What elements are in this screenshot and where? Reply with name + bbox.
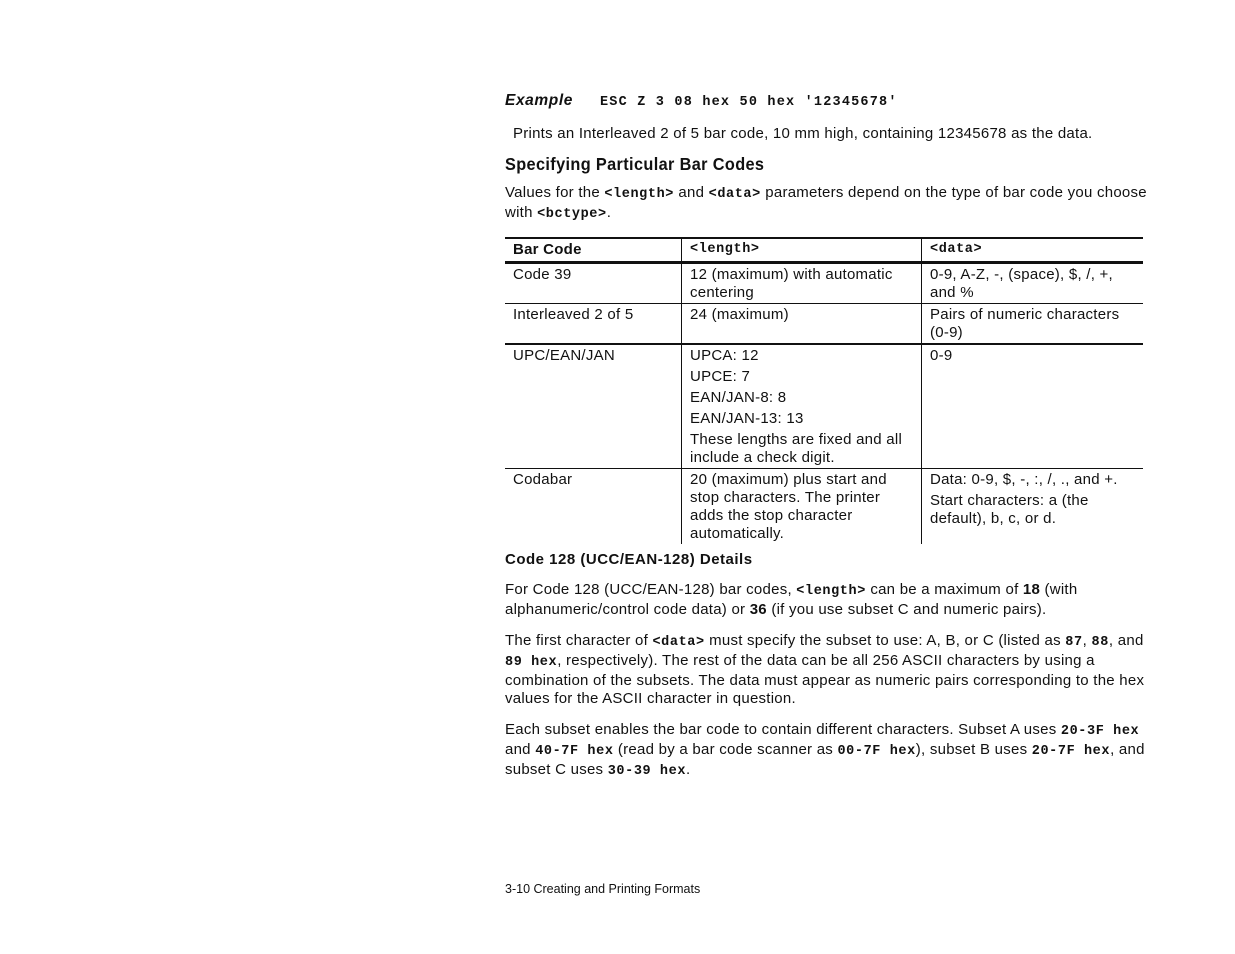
cell-line: 0-9 bbox=[930, 347, 953, 364]
para-text: must specify the subset to use: A, B, or C (listed as bbox=[704, 632, 1066, 649]
para-text: . bbox=[686, 761, 691, 778]
section-title: Specifying Particular Bar Codes bbox=[505, 154, 765, 174]
cell-bar-code: Interleaved 2 of 5 bbox=[513, 306, 634, 323]
hex-code: 87 bbox=[1065, 635, 1083, 650]
table-row bbox=[505, 469, 1143, 545]
paragraph-max-length bbox=[505, 581, 1153, 619]
cell-line: 20 (maximum) plus start and stop characters. The printer adds the stop character automatically. bbox=[690, 471, 887, 542]
hex-code: 20-7F hex bbox=[1031, 744, 1111, 759]
document-page bbox=[505, 92, 1153, 794]
intro-text: and bbox=[674, 184, 709, 201]
subsection-title: Code 128 (UCC/EAN-128) Details bbox=[505, 551, 753, 568]
cell-line: These lengths are fixed and all include a check digit. bbox=[690, 431, 903, 466]
intro-text: Values for the bbox=[505, 184, 605, 201]
cell-bar-code: Code 39 bbox=[513, 266, 572, 283]
cell-line: Pairs of numeric characters (0-9) bbox=[930, 306, 1120, 341]
cell-line: EAN/JAN-13: 13 bbox=[690, 410, 804, 427]
para-text: (read by a bar code scanner as bbox=[613, 741, 838, 758]
cell-line: EAN/JAN-8: 8 bbox=[690, 389, 787, 406]
hex-code: 40-7F hex bbox=[535, 744, 614, 759]
header-length: <length> bbox=[682, 238, 922, 263]
para-text: ), subset B uses bbox=[915, 741, 1032, 758]
cell-data bbox=[922, 263, 1144, 304]
cell-line: 0-9, A-Z, -, (space), $, /, +, and % bbox=[930, 266, 1113, 301]
page-footer: 3-10 Creating and Printing Formats bbox=[505, 882, 701, 896]
para-text: , and subset C uses bbox=[505, 741, 1145, 778]
cell-line: 24 (maximum) bbox=[690, 306, 789, 323]
cell-length bbox=[682, 263, 922, 304]
cell-bar-code: UPC/EAN/JAN bbox=[513, 347, 615, 364]
cell-length bbox=[682, 469, 922, 545]
intro-text: parameters depend on the type of bar code you choose with bbox=[505, 184, 1147, 221]
max-alnum-value: 18 bbox=[1022, 581, 1041, 598]
table-row bbox=[505, 344, 1143, 469]
hex-code: 00-7F hex bbox=[837, 744, 916, 759]
para-text: and bbox=[505, 741, 536, 758]
hex-code: 88 bbox=[1091, 635, 1109, 650]
example-label: Example bbox=[505, 92, 573, 109]
para-text: (with alphanumeric/control code data) or bbox=[505, 581, 1078, 618]
para-text: For Code 128 (UCC/EAN-128) bar codes, bbox=[505, 581, 797, 598]
para-text: (if you use subset C and numeric pairs). bbox=[766, 601, 1047, 618]
table-row bbox=[505, 263, 1143, 304]
cell-data bbox=[922, 344, 1144, 469]
cell-bar-code: Codabar bbox=[513, 471, 573, 488]
cell-line: Data: 0-9, $, -, :, /, ., and +. bbox=[930, 471, 1118, 488]
cell-length bbox=[682, 304, 922, 345]
table-header-row bbox=[505, 238, 1143, 263]
cell-line: Start characters: a (the default), b, c, or d. bbox=[930, 492, 1089, 527]
para-text: , respectively). The rest of the data can be all 256 ASCII characters by using a combination of the subsets. The data must appear as numeric pairs corresponding to the hex values for the ASCII character in question. bbox=[505, 652, 1145, 707]
paragraph-subset-ranges bbox=[505, 721, 1153, 781]
para-text: The first character of bbox=[505, 632, 653, 649]
hex-code: 89 hex bbox=[505, 655, 558, 670]
header-bar-code: Bar Code bbox=[513, 241, 582, 258]
table-row bbox=[505, 304, 1143, 345]
hex-code: 30-39 hex bbox=[607, 764, 687, 779]
length-param: <length> bbox=[796, 584, 866, 599]
cell-data bbox=[922, 469, 1144, 545]
cell-line: 12 (maximum) with automatic centering bbox=[690, 266, 893, 301]
barcode-table bbox=[505, 237, 1143, 544]
cell-line: UPCE: 7 bbox=[690, 368, 751, 385]
para-text: Each subset enables the bar code to contain different characters. Subset A uses bbox=[505, 721, 1061, 738]
hex-code: 20-3F hex bbox=[1060, 724, 1140, 739]
para-text: , bbox=[1082, 632, 1092, 649]
para-text: can be a maximum of bbox=[865, 581, 1023, 598]
example-description: Prints an Interleaved 2 of 5 bar code, 10 mm high, containing 12345678 as the data. bbox=[513, 125, 1093, 142]
cell-line: UPCA: 12 bbox=[690, 347, 759, 364]
example-line bbox=[505, 92, 1153, 112]
data-param: <data> bbox=[708, 187, 761, 202]
paragraph-subset-select bbox=[505, 632, 1153, 708]
cell-length bbox=[682, 344, 922, 469]
length-param: <length> bbox=[604, 187, 674, 202]
max-numeric-value: 36 bbox=[749, 601, 767, 618]
intro-paragraph bbox=[505, 184, 1153, 224]
data-param: <data> bbox=[652, 635, 705, 650]
para-text: , and bbox=[1108, 632, 1144, 649]
example-code: ESC Z 3 08 hex 50 hex '12345678' bbox=[600, 95, 898, 110]
intro-text: . bbox=[606, 204, 612, 221]
cell-data bbox=[922, 304, 1144, 345]
header-data: <data> bbox=[922, 238, 1144, 263]
bctype-param: <bctype> bbox=[537, 207, 607, 222]
